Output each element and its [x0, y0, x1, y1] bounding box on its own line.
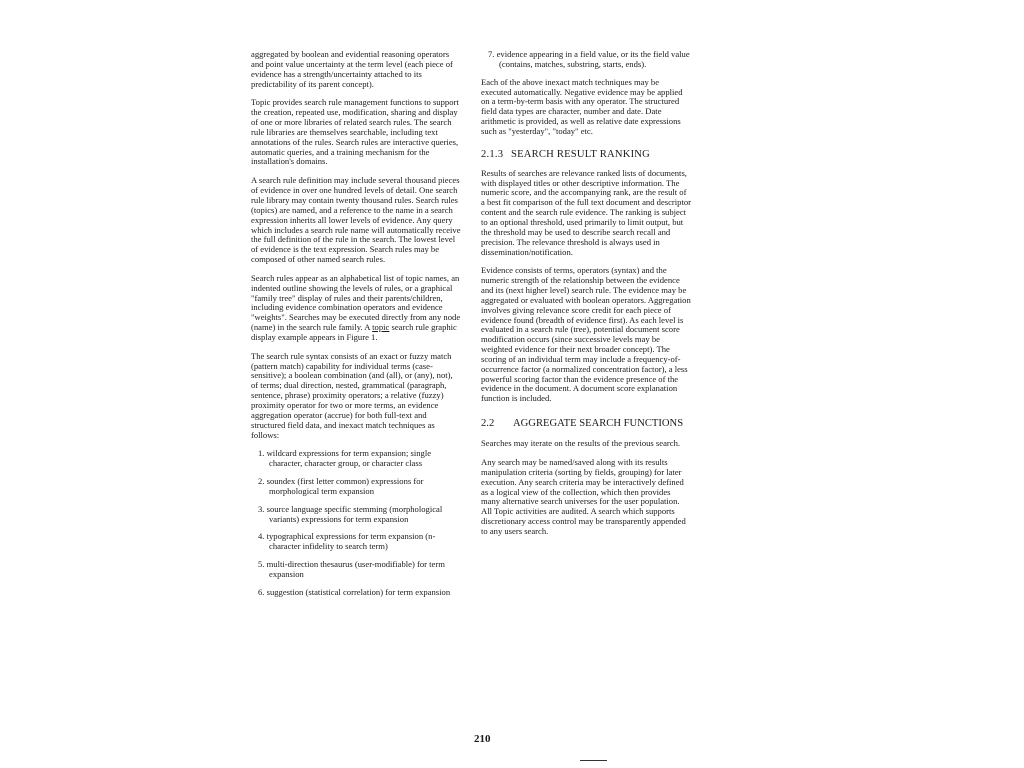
- paragraph-result-ranking: Results of searches are relevance ranked lists of documents, with displayed titles or other descriptive information. The numeric score, and the accompanying rank, are the result of a best fit comparison of the full text document and descriptor content and the search rule evidence. The ranking is subject to an optional threshold, used primarily to limit output, but the threshold may be used to describe search recall and precision. The relevance threshold is always used in dissemination/notification.: [481, 167, 692, 257]
- section-title: AGGREGATE SEARCH FUNCTIONS: [513, 418, 684, 430]
- list-item: 5. multi-direction thesaurus (user-modifiable) for term expansion: [258, 559, 445, 579]
- list-item: 1. wildcard expressions for term expansion; single character, character group, or character class: [258, 448, 432, 469]
- paragraph-iterative-search: Searches may iterate on the results of the previous search.: [481, 438, 681, 449]
- topic-underlined-term: topic: [372, 322, 390, 333]
- list-item: 3. source language specific stemming (morphological variants) expressions for term expansion: [258, 503, 443, 524]
- paragraph-evidence-scoring: Evidence consists of terms, operators (syntax) and the numeric strength of the relationship between the evidence and its (next higher level) search rule. The evidence may be aggregated or evaluated with boolean operators. Aggregation involves giving relevance score credit for each piece of evidence found (breadth of evidence first). As each level is evaluated in a search rule (tree), potential document score modification occurs (since successive levels may be weighted evidence for their next broader concept). The scoring of an individual term may include a frequency-of-occurrence factor (a normalized concentration factor), a less powerful scoring factor than the evidence presence of the evidence in the document. A document score explanation function is included.: [481, 265, 691, 404]
- paragraph-search-rule-definition: A search rule definition may include several thousand pieces of evidence in over one hundred levels of detail. One search rule library may contain twenty thousand rules. Search rules (topics) are named, and a reference to the name in a search expression inherits all lower levels of evidence. Any query which includes a search rule name will automatically receive the full definition of the rule in the search. The lowest level of evidence is the text expression. Search rules may be composed of other named search rules.: [251, 175, 461, 265]
- section-title: SEARCH RESULT RANKING: [511, 148, 650, 160]
- footer-rule: [580, 760, 607, 761]
- paragraph-search-rule-management: Topic provides search rule management functions to support the creation, repeated use, modification, sharing and display of one or more libraries of related search rules. The search rule libraries are themselves searchable, including text annotations of the rules. Search rules are interactive queries, automatic queries, and a training mechanism for the installation's domains.: [251, 97, 459, 167]
- paragraph-search-rule-display: [251, 274, 461, 343]
- inexact-match-list: [251, 449, 461, 597]
- page-number: 210: [474, 733, 491, 745]
- section-heading-aggregate-search-functions: [481, 418, 691, 429]
- list-item: 2. soundex (first letter common) expressions for morphological term expansion: [258, 476, 424, 496]
- right-column: [481, 50, 691, 546]
- inexact-match-list-continued: [481, 50, 691, 70]
- list-item: 7. evidence appearing in a field value, or its the field value (contains, matches, substring, starts, ends).: [488, 49, 690, 69]
- paragraph-text: search rule graphic display example appears in Figure 1.: [251, 322, 457, 342]
- section-heading-search-result-ranking: [481, 149, 691, 160]
- paragraph-inexact-match-execution: Each of the above inexact match techniques may be executed automatically. Negative evidence may be applied on a term-by-term basis with any operator. The structured field data types are character, number and date. Date arithmetic is provided, as well as relative date expressions such as "yesterday", "today" etc.: [481, 76, 683, 136]
- paragraph-evidence-aggregation: aggregated by boolean and evidential reasoning operators and point value uncertainty at the term level (each piece of evidence has a strength/uncertainty attached to its predictability of its parent concept).: [251, 49, 453, 89]
- paragraph-text: Search rules appear as an alphabetical list of topic names, an indented outline showing the levels of rules, or a graphical "family tree" display of rules and their parents/children, including evidence combination operators and evidence "weights". Searches may be executed directly from any node (name) in the search rule family. A: [251, 272, 461, 333]
- paragraph-search-rule-syntax: The search rule syntax consists of an exact or fuzzy match (pattern match) capability for individual terms (case-sensitive); a boolean combination (and (all), or (any), not), of terms; dual direction, nested, grammatical (paragraph, sentence, phrase) proximity operators; a relative (fuzzy) proximity operator for two or more terms, an evidence aggregation operator (accrue) for both full-text and structured field data, and inexact match techniques as follows:: [251, 350, 453, 440]
- section-number: 2.2: [481, 418, 495, 430]
- list-item: 6. suggestion (statistical correlation) for term expansion: [258, 586, 451, 597]
- left-column: [251, 50, 461, 606]
- section-number: 2.1.3: [481, 148, 504, 160]
- paragraph-saved-searches: Any search may be named/saved along with its results manipulation criteria (sorting by fields, grouping) for later execution. Any search criteria may be interactively defined as a logical view of the collection, which then provides many alternative search universes for the user population. All Topic activities are audited. A search which supports discretionary access control may be transparently appended to any users search.: [481, 457, 686, 536]
- list-item: 4. typographical expressions for term expansion (n-character infidelity to search term): [258, 531, 436, 552]
